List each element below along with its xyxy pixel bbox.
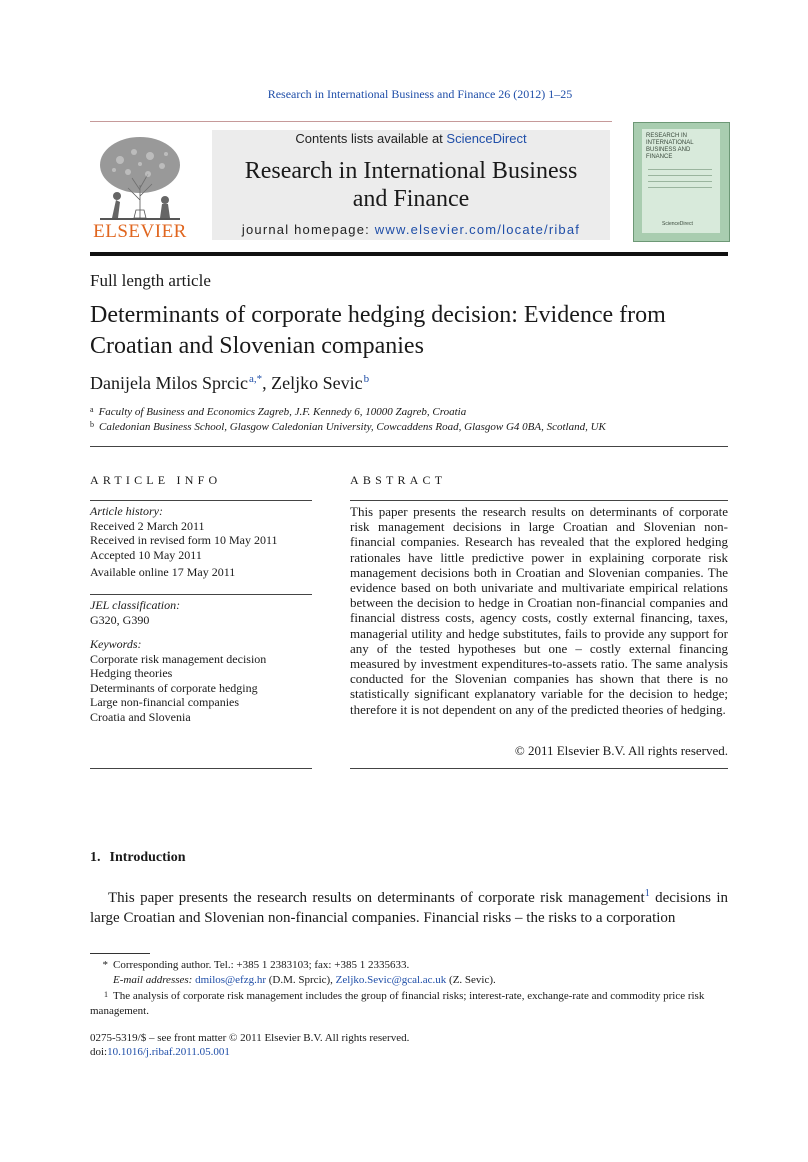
abstract-text: This paper presents the research results on determinants of corporate risk management decisions in large Croatian and Slovenian non-financial companies. Research has revealed that the explored hedging rationales have little predictive power in explaining corporate risk management decisions both in Croatian and Slovenian companies. The evidence based on both univariate and multivariate empirical relations between the decision to hedge in Croatian non-financial companies and financial distress costs, agency costs, costly external financing, taxes, managerial utility and hedge substitutes, fails to provide any support for any of the tested hypotheses but one – costly external financing measured by investment expenditures-to-assets ratio. The same analysis conducted for the Slovenian companies has shown that there is no statistically significant explanatory variable for the decision to hedge; therefore it is not dependent on any of the predicted theories of hedging. — [350, 504, 728, 717]
homepage-prefix: journal homepage: — [241, 222, 375, 237]
info-divider — [90, 594, 312, 595]
journal-homepage — [212, 222, 610, 237]
sciencedirect-link[interactable]: ScienceDirect — [446, 131, 527, 146]
history-label: Article history: — [90, 504, 163, 518]
jel-classification — [90, 598, 312, 627]
info-divider — [90, 500, 312, 501]
affiliation-b — [90, 420, 606, 433]
email-owner: (D.M. Sprcic), — [266, 974, 336, 986]
doi-prefix: doi: — [90, 1046, 108, 1058]
header-top-rule — [90, 121, 612, 122]
footnote-corresponding — [90, 958, 728, 973]
keyword-item: Determinants of corporate hedging — [90, 680, 258, 695]
author-name[interactable]: Danijela Milos Sprcic — [90, 373, 248, 393]
cover-decoration — [648, 169, 712, 170]
revised-date: Received in revised form 10 May 2011 — [90, 533, 278, 547]
journal-title-line2: and Finance — [352, 186, 470, 212]
cover-title: RESEARCH IN INTERNATIONAL BUSINESS AND FINANCE — [646, 133, 694, 160]
abstract-divider — [350, 500, 728, 501]
journal-cover-thumbnail[interactable] — [633, 122, 730, 242]
footnote-text: Corresponding author. Tel.: +385 1 2383103; fax: +385 1 2335633. — [113, 959, 410, 971]
keyword-item: Large non-financial companies — [90, 695, 240, 709]
footnote-text: The analysis of corporate risk management includes the group of financial risks; interest-rate, exchange-rate and commodity price risk management. — [90, 990, 705, 1017]
abstract-copyright: © 2011 Elsevier B.V. All rights reserved. — [514, 743, 728, 758]
intro-text-part: decisions in large Croatian and Slovenian non-financial companies. Financial risks – the risks to a corporation — [90, 890, 728, 926]
email-link[interactable]: dmilos@efzg.hr — [195, 974, 267, 986]
keywords-label: Keywords: — [90, 637, 142, 651]
header-thick-rule — [90, 252, 728, 256]
section-number: 1. — [90, 850, 101, 865]
article-info-heading: ARTICLE INFO — [90, 473, 222, 487]
article-type: Full length article — [90, 271, 211, 290]
footnote-rule — [90, 953, 150, 954]
jel-codes: G320, G390 — [90, 612, 150, 627]
homepage-link[interactable]: www.elsevier.com/locate/ribaf — [374, 222, 581, 237]
affiliation-text: Faculty of Business and Economics Zagreb, J.F. Kennedy 6, 10000 Zagreb, Croatia — [98, 406, 467, 418]
footnote-emails — [90, 973, 728, 988]
author-name[interactable]: Zeljko Sevic — [271, 373, 363, 393]
footnote-reference[interactable]: 1 — [644, 888, 650, 899]
journal-citation[interactable]: Research in International Business and Finance 26 (2012) 1–25 — [267, 87, 573, 101]
info-bottom-rule — [90, 768, 312, 769]
cover-publisher: ScienceDirect — [662, 221, 693, 227]
email-label: E-mail addresses: — [113, 974, 193, 986]
section-title: Introduction — [109, 850, 186, 865]
journal-title — [212, 157, 610, 213]
jel-label: JEL classification: — [90, 598, 181, 612]
footnote-marker: 1 — [104, 990, 108, 999]
affiliation-marker: b — [90, 420, 94, 429]
journal-title-line1: Research in International Business — [244, 158, 578, 184]
affiliation-a — [90, 405, 466, 418]
email-link[interactable]: Zeljko.Sevic@gcal.ac.uk — [335, 974, 447, 986]
contents-availability — [212, 131, 610, 146]
affiliation-marker: a — [90, 405, 94, 414]
doi-line — [90, 1046, 230, 1058]
author-affiliation-marker[interactable]: a,* — [248, 373, 263, 385]
section-divider — [90, 446, 728, 447]
author-list — [90, 373, 369, 394]
contents-prefix: Contents lists available at — [295, 131, 447, 146]
author-affiliation-marker[interactable]: b — [363, 373, 370, 385]
elsevier-wordmark: ELSEVIER — [93, 221, 187, 242]
article-history — [90, 504, 312, 580]
keywords-block — [90, 637, 312, 724]
footnote-1 — [90, 988, 728, 1018]
introduction-paragraph — [90, 884, 728, 928]
introduction-heading — [90, 850, 185, 866]
online-date: Available online 17 May 2011 — [90, 565, 236, 579]
abstract-bottom-rule — [350, 768, 728, 769]
author-separator: , — [262, 373, 272, 393]
cover-panel — [642, 129, 720, 233]
email-owner: (Z. Sevic). — [446, 974, 496, 986]
received-date: Received 2 March 2011 — [90, 518, 205, 533]
intro-text-part: This paper presents the research results on determinants of corporate risk management — [108, 890, 645, 906]
doi-link[interactable]: 10.1016/j.ribaf.2011.05.001 — [107, 1046, 230, 1058]
footnote-marker: * — [102, 959, 108, 971]
issn-line: 0275-5319/$ – see front matter © 2011 Elsevier B.V. All rights reserved. — [90, 1032, 410, 1044]
abstract-heading: ABSTRACT — [350, 473, 447, 487]
keyword-item: Hedging theories — [90, 666, 173, 680]
accepted-date: Accepted 10 May 2011 — [90, 547, 202, 562]
keyword-item: Corporate risk management decision — [90, 651, 267, 666]
affiliation-text: Caledonian Business School, Glasgow Caledonian University, Cowcaddens Road, Glasgow G4 0BA, Scotland, UK — [99, 421, 606, 433]
paper-title: Determinants of corporate hedging decision: Evidence from Croatian and Slovenian companies — [90, 302, 666, 359]
keyword-item: Croatia and Slovenia — [90, 709, 191, 724]
